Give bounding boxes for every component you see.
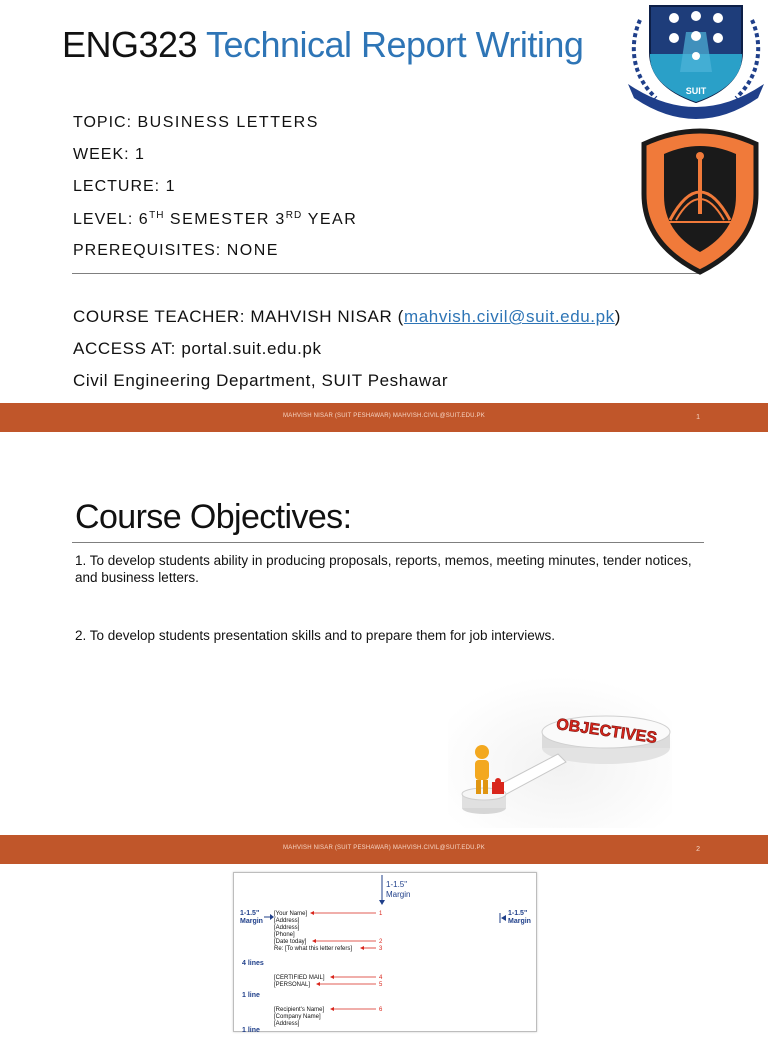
divider: [72, 542, 704, 543]
marker-1: 1: [379, 911, 383, 917]
teacher-line: [73, 307, 621, 327]
page-number: 2: [696, 846, 700, 853]
department-line: Civil Engineering Department, SUIT Peshawar: [73, 371, 449, 390]
slide-footer: [0, 835, 768, 864]
lecture-line: [73, 178, 176, 196]
course-name: Technical Report Writing: [205, 24, 584, 65]
sender-line-6: Re: [To what this letter refers]: [274, 946, 353, 952]
footer-text: MAHVISH NISAR (SUIT PESHAWAR) MAHVISH.CIVIL@SUIT.EDU.PK: [283, 413, 485, 419]
slide-1: [0, 0, 768, 432]
objectives-text: OBJECTIVES: [555, 716, 658, 748]
left-margin-label: 1-1.5": [240, 910, 260, 917]
level-line: [73, 210, 357, 229]
week-value: 1: [135, 146, 146, 163]
semester-number: 6: [138, 211, 150, 228]
slide-3: [0, 864, 768, 1034]
four-lines-label: 4 lines: [242, 960, 264, 967]
slide-title: [62, 24, 583, 66]
top-margin-label: 1-1.5": [386, 880, 408, 889]
marker-4: 4: [379, 975, 383, 981]
access-line: ACCESS AT: portal.suit.edu.pk: [73, 339, 322, 358]
sender-line-5: [Date today]: [274, 939, 307, 945]
left-margin-word: Margin: [240, 918, 263, 925]
right-margin-label: 1-1.5": [508, 910, 528, 917]
lecture-value: 1: [165, 178, 176, 195]
top-margin-word: Margin: [386, 890, 411, 899]
sender-line-1: [Your Name]: [274, 911, 308, 917]
recipient-line-1: [Recipient's Name]: [274, 1007, 325, 1013]
recipient-line-3: [Address]: [274, 1021, 300, 1027]
semester-suffix: TH: [149, 210, 165, 221]
course-code: ENG323: [62, 24, 198, 65]
topic-value: BUSINESS LETTERS: [137, 114, 319, 131]
lecture-label: LECTURE:: [73, 178, 161, 195]
week-line: [73, 146, 145, 164]
personal: [PERSONAL]: [274, 982, 311, 988]
right-margin-word: Margin: [508, 918, 531, 925]
prereq-label: PREREQUISITES:: [73, 242, 222, 259]
level-label: LEVEL:: [73, 211, 134, 228]
footer-text: MAHVISH NISAR (SUIT PESHAWAR) MAHVISH.CIVIL@SUIT.EDU.PK: [283, 845, 485, 851]
page-number: 1: [696, 414, 700, 421]
marker-2: 2: [379, 939, 383, 945]
year-suffix: RD: [285, 210, 303, 221]
teacher-email-link[interactable]: mahvish.civil@suit.edu.pk: [403, 307, 615, 326]
department-logo: [636, 124, 764, 274]
teacher-prefix: COURSE TEACHER: MAHVISH NISAR (: [73, 307, 404, 326]
slide-2: [0, 432, 768, 864]
prereq-line: [73, 242, 279, 260]
sender-line-3: [Address]: [274, 925, 300, 931]
week-label: WEEK:: [73, 146, 130, 163]
divider: [72, 273, 698, 274]
prereq-value: NONE: [226, 242, 279, 259]
slide-heading: Course Objectives:: [75, 498, 352, 536]
semester-word: SEMESTER: [169, 211, 270, 228]
teacher-suffix: ): [614, 307, 622, 326]
certified-mail: [CERTIFIED MAIL]: [274, 975, 325, 981]
topic-label: TOPIC:: [73, 114, 133, 131]
slide-footer: [0, 403, 768, 432]
topic-line: [73, 114, 319, 132]
marker-6: 6: [379, 1007, 383, 1013]
sender-line-2: [Address]: [274, 918, 300, 924]
sender-line-4: [Phone]: [274, 932, 295, 938]
objective-1: 1. To develop students ability in producing proposals, reports, memos, meeting minutes, tender notices, and business letters.: [75, 553, 692, 585]
marker-3: 3: [379, 946, 383, 952]
objectives-illustration: [448, 676, 672, 828]
one-line-label-a: 1 line: [242, 992, 260, 999]
year-word: YEAR: [307, 211, 358, 228]
one-line-label-b: 1 line: [242, 1027, 260, 1034]
university-logo: [626, 2, 766, 122]
objective-2: 2. To develop students presentation skills and to prepare them for job interviews.: [75, 628, 556, 643]
year-number: 3: [275, 211, 286, 228]
marker-5: 5: [379, 982, 383, 988]
logo-suit-text: SUIT: [685, 86, 707, 96]
letter-format-diagram: [233, 872, 537, 1032]
recipient-line-2: [Company Name]: [274, 1014, 321, 1020]
